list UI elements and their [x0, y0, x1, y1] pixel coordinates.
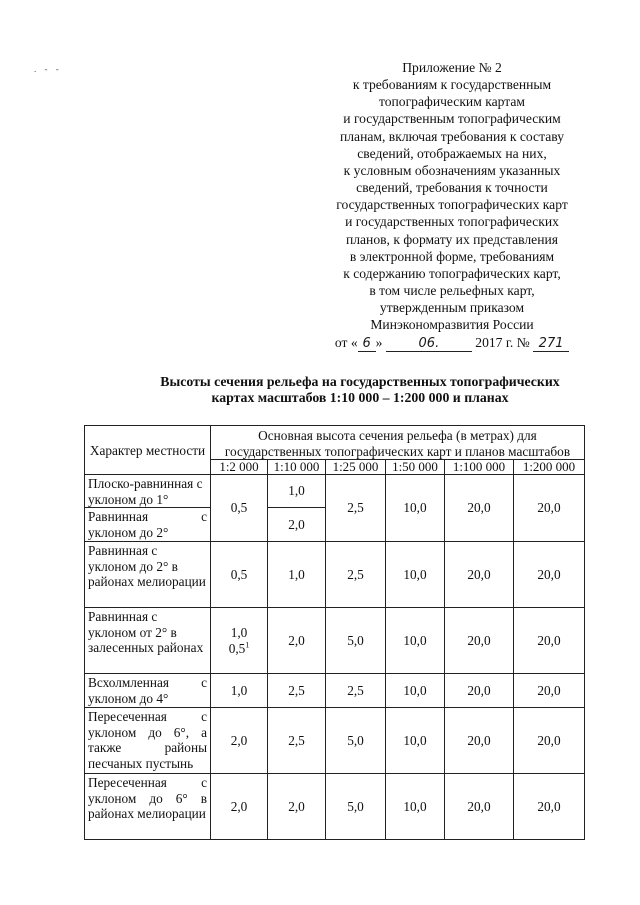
- value-cell: 1,0: [268, 542, 326, 608]
- value-cell: 10,0: [386, 774, 445, 840]
- date-mid: »: [375, 334, 383, 350]
- stray-mark: . - -: [34, 64, 62, 74]
- order-date-line: [318, 334, 586, 352]
- terrain-cell: Всхолмленная с уклоном до 4°: [85, 674, 211, 708]
- value-cell: 2,0: [211, 708, 268, 774]
- value-cell: 2,5: [268, 708, 326, 774]
- terrain-cell: Равнинная с уклоном до 2° в районах мелиорации: [85, 542, 211, 608]
- appendix-line: сведений, отображаемых на них,: [357, 145, 547, 161]
- value-cell: 2,0: [268, 608, 326, 674]
- value-cell: 20,0: [445, 774, 514, 840]
- value-cell: [211, 608, 268, 674]
- title-line-2: картах масштабов 1:10 000 – 1:200 000 и планах: [211, 390, 509, 405]
- value-cell: 2,0: [268, 508, 326, 542]
- appendix-line: утвержденным приказом: [379, 300, 525, 316]
- table-row: [85, 708, 585, 774]
- value-cell: 20,0: [514, 708, 585, 774]
- appendix-line: государственных топографических карт: [336, 197, 568, 213]
- value-cell: 10,0: [386, 674, 445, 708]
- value-text: 0,5: [228, 640, 246, 656]
- value-cell: 20,0: [514, 674, 585, 708]
- value-cell: 2,5: [268, 674, 326, 708]
- value-cell: 2,5: [326, 674, 386, 708]
- appendix-line: планам, включая требования к составу: [340, 128, 564, 144]
- value-cell: 10,0: [386, 708, 445, 774]
- footnote-mark: 1: [245, 640, 250, 650]
- header-scale: 1:200 000: [514, 460, 585, 475]
- value-cell: 0,5: [211, 475, 268, 542]
- appendix-line: к условным обозначениям указанных: [343, 162, 561, 178]
- value-cell: 10,0: [386, 608, 445, 674]
- header-scale: 1:50 000: [386, 460, 445, 475]
- value-cell: 20,0: [514, 608, 585, 674]
- appendix-line: топографическим картам: [378, 94, 526, 110]
- header-terrain: Характер местности: [85, 426, 211, 475]
- table-title: [120, 374, 600, 406]
- header-scale: 1:2 000: [211, 460, 268, 475]
- value-cell: 5,0: [326, 774, 386, 840]
- value-cell: 5,0: [326, 708, 386, 774]
- terrain-cell: Плоско-равнинная с уклоном до 1°: [85, 475, 211, 508]
- appendix-line: к требованиям к государственным: [352, 77, 552, 93]
- value-cell: 20,0: [514, 542, 585, 608]
- handwritten-order-number: 271: [533, 337, 569, 352]
- appendix-line: сведений, требования к точности: [356, 180, 548, 196]
- handwritten-month: 06.: [386, 337, 472, 352]
- value-cell: 1,0: [211, 674, 268, 708]
- value-cell: 20,0: [514, 774, 585, 840]
- date-prefix: от «: [334, 334, 358, 350]
- appendix-line: планов, к формату их представления: [345, 231, 559, 247]
- appendix-line: к содержанию топографических карт,: [343, 265, 561, 281]
- value-cell: 5,0: [326, 608, 386, 674]
- value-cell: 20,0: [445, 475, 514, 542]
- value-cell: 20,0: [445, 708, 514, 774]
- header-scale: 1:10 000: [268, 460, 326, 475]
- appendix-header: [318, 59, 586, 352]
- appendix-line: и государственным топографическим: [343, 111, 561, 127]
- handwritten-day: 6: [358, 337, 376, 352]
- header-scale: 1:25 000: [326, 460, 386, 475]
- appendix-line: Минэкономразвития России: [370, 317, 534, 333]
- value-cell: 20,0: [514, 475, 585, 542]
- table-row: [85, 542, 585, 608]
- value-cell: 0,5: [211, 542, 268, 608]
- terrain-cell: Равнинная с уклоном до 2°: [85, 508, 211, 542]
- header-scale: 1:100 000: [445, 460, 514, 475]
- appendix-line: Приложение № 2: [402, 60, 502, 75]
- value-cell: 20,0: [445, 542, 514, 608]
- value-cell: 2,5: [326, 542, 386, 608]
- terrain-cell: Пересеченная с уклоном до 6° в районах мелиорации: [85, 774, 211, 840]
- table-row: [85, 674, 585, 708]
- value-cell: 2,0: [268, 774, 326, 840]
- header-main: Основная высота сечения рельефа (в метрах) для государственных топографических карт и планов масштабов: [211, 426, 585, 460]
- table-row: [85, 608, 585, 674]
- value-cell: 10,0: [386, 542, 445, 608]
- table-row: [85, 774, 585, 840]
- value-cell: 2,0: [211, 774, 268, 840]
- appendix-line: в том числе рельефных карт,: [369, 283, 535, 299]
- value-cell: 1,0: [268, 475, 326, 508]
- value-cell: 10,0: [386, 475, 445, 542]
- value-cell: 2,5: [326, 475, 386, 542]
- relief-section-table: [84, 425, 585, 840]
- value-line: [214, 641, 264, 657]
- value-line: 1,0: [230, 625, 248, 640]
- terrain-cell: Пересеченная с уклоном до 6°, а также районы песчаных пустынь: [85, 708, 211, 774]
- terrain-cell: Равнинная с уклоном от 2° в залесенных районах: [85, 608, 211, 674]
- title-line-1: Высоты сечения рельефа на государственных топографических: [160, 374, 560, 389]
- appendix-line: в электронной форме, требованиям: [349, 248, 555, 264]
- appendix-line: и государственных топографических: [345, 214, 559, 230]
- year-part: 2017 г. №: [475, 334, 530, 350]
- value-cell: 20,0: [445, 674, 514, 708]
- value-cell: 20,0: [445, 608, 514, 674]
- table-row: [85, 475, 585, 508]
